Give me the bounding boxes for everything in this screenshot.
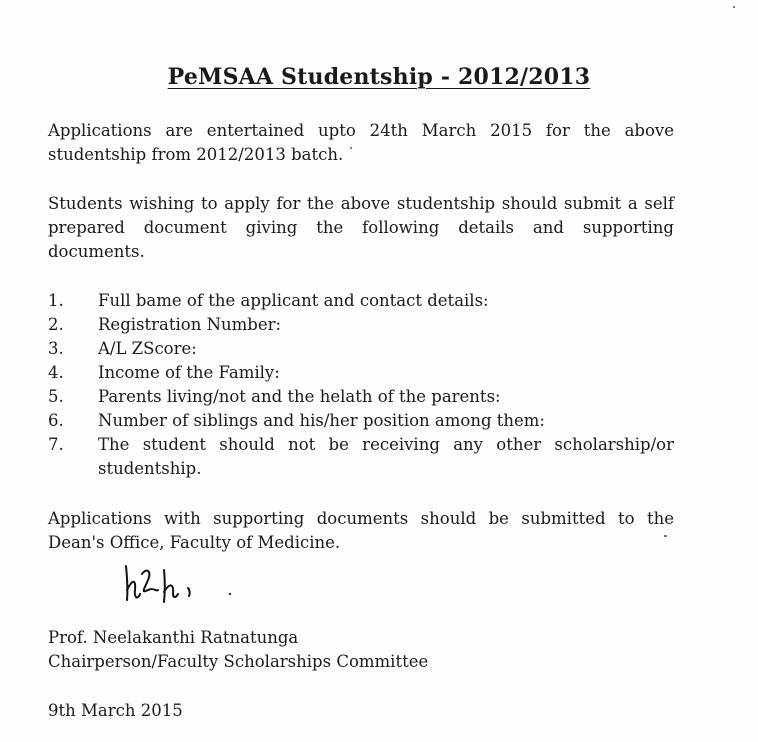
list-item-number: 6. xyxy=(48,411,64,430)
scan-speck xyxy=(733,6,735,8)
list-item-text: Number of siblings and his/her position among them: xyxy=(98,411,545,430)
list-item-text: Income of the Family: xyxy=(98,363,280,382)
list-item-text: Registration Number: xyxy=(98,315,282,334)
scan-speck xyxy=(350,147,352,149)
signatory-name: Prof. Neelakanthi Ratnatunga xyxy=(48,628,299,647)
list-item-text: The student should not be receiving any other scholarship/or studentship. xyxy=(98,435,674,478)
list-item-number: 1. xyxy=(48,291,64,310)
list-item xyxy=(48,337,674,361)
list-item xyxy=(48,385,674,409)
list-item-text: Parents living/not and the helath of the parents: xyxy=(98,387,501,406)
requirements-list xyxy=(48,289,674,481)
handwritten-signature xyxy=(118,560,248,610)
list-item-number: 3. xyxy=(48,339,64,358)
list-item-number: 7. xyxy=(48,435,64,454)
list-item-number: 5. xyxy=(48,387,64,406)
submission-paragraph: Applications with supporting documents should be submitted to the Dean's Office, Faculty of Medicine. xyxy=(48,509,674,552)
list-item-number: 2. xyxy=(48,315,64,334)
list-item xyxy=(48,361,674,385)
list-item xyxy=(48,433,674,481)
document-date: 9th March 2015 xyxy=(48,701,183,720)
document-title xyxy=(0,64,758,90)
intro-paragraph: Applications are entertained upto 24th March 2015 for the above studentship from 2012/2013 batch. xyxy=(48,121,674,164)
list-item xyxy=(48,289,674,313)
list-item-text: A/L ZScore: xyxy=(98,339,197,358)
instructions-paragraph: Students wishing to apply for the above studentship should submit a self prepared document giving the following details and supporting documents. xyxy=(48,194,674,261)
list-item-number: 4. xyxy=(48,363,64,382)
signatory-position: Chairperson/Faculty Scholarships Committee xyxy=(48,652,429,671)
list-item xyxy=(48,313,674,337)
list-item-text: Full bame of the applicant and contact details: xyxy=(98,291,489,310)
list-item xyxy=(48,409,674,433)
scan-speck xyxy=(664,535,667,537)
document-title-text: PeMSAA Studentship - 2012/2013 xyxy=(167,64,591,90)
signatory-block xyxy=(48,626,428,674)
